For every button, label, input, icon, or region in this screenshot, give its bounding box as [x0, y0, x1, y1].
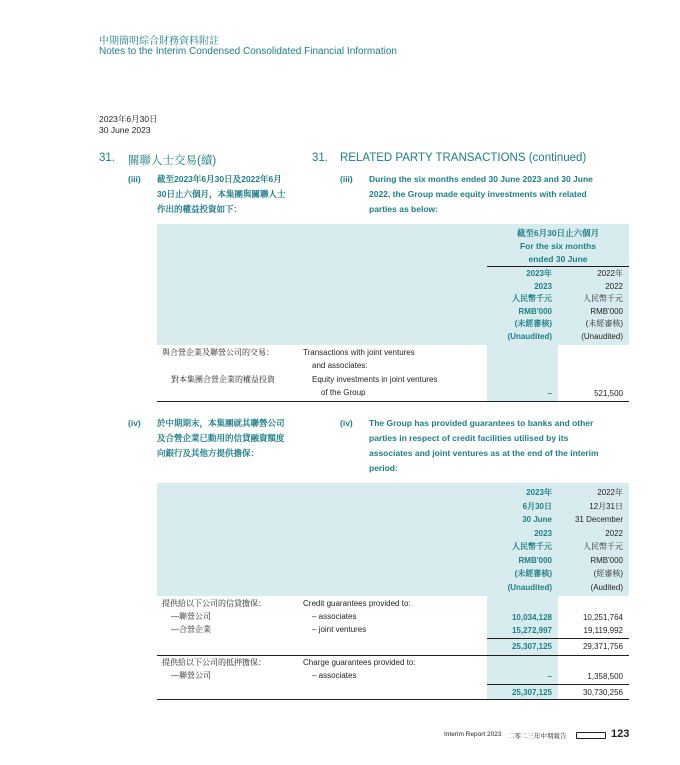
credit-row-label-en: – associates [312, 612, 357, 621]
part-iii-text-en [369, 172, 629, 217]
table-iii-period-header-en [487, 240, 629, 266]
text-line: 2022 [605, 281, 623, 291]
table-iii-value-2023: – [547, 389, 552, 398]
page-number: 123 [611, 728, 630, 740]
section-number-cn: 31. [99, 152, 115, 164]
text-line: 作出的權益投資如下： [157, 204, 243, 214]
table-iii-row-label-cn: 對本集團合營企業的權益投資 [171, 375, 275, 384]
text-line: 於中期期末，本集團就其聯營公司 [157, 418, 285, 428]
text-line: 2023 [534, 281, 552, 291]
credit-row-label-cn: —合營企業 [171, 625, 211, 634]
text-line: During the six months ended 30 June 2023 and 30 June [369, 174, 593, 184]
grand-total-2023: 25,307,125 [511, 688, 552, 697]
text-line: parties in respect of credit facilities utilised by its [369, 433, 569, 443]
text-line: 向銀行及其他方提供擔保： [157, 448, 260, 458]
text-line: 6月30日 [522, 501, 552, 511]
section-title-cn: 關聯人士交易(續) [128, 155, 217, 167]
text-line: (經審核) [593, 569, 623, 578]
text-line: RMB'000 [590, 306, 623, 316]
text-line: 及合營企業已動用的信貸融資額度 [157, 433, 285, 443]
text-line: 2022年 [597, 269, 623, 278]
date-cn: 2023年6月30日 [99, 114, 158, 124]
text-line: 30日止六個月，本集團與關聯人士 [157, 189, 286, 199]
text-line: ended 30 June [528, 254, 588, 264]
part-iii-label-cn: (iii) [128, 174, 141, 184]
text-line: (Unaudited) [581, 331, 623, 341]
text-line: (Unaudited) [507, 331, 552, 341]
text-line: Transactions with joint ventures [303, 348, 415, 357]
credit-heading-en: Credit guarantees provided to: [303, 599, 411, 608]
text-line: 31 December [574, 515, 623, 524]
charge-row-value-2022: 1,358,500 [587, 672, 623, 681]
table-iii-col-2023-header [487, 268, 552, 343]
table-iii-row-label-cn: 與合營企業及聯營公司的交易： [162, 348, 274, 357]
text-line: 30 June [522, 515, 552, 524]
credit-row-label-cn: —聯營公司 [171, 612, 211, 621]
table-iii-row-label-en [312, 374, 437, 399]
date-en: 30 June 2023 [99, 125, 151, 135]
charge-row-label-en: – associates [312, 671, 357, 680]
credit-row-label-en: – joint ventures [312, 625, 367, 634]
text-line: 人民幣千元 [512, 294, 552, 303]
table-iv-col-2022-header [558, 486, 623, 594]
text-line: 截至2023年6月30日及2022年6月 [157, 174, 282, 184]
part-iv-label-cn: (iv) [128, 418, 141, 428]
text-line: period: [369, 463, 398, 473]
text-line: 2023年 [526, 488, 552, 497]
header-title-cn: 中期簡明綜合財務資料附註 [99, 36, 219, 47]
footer-report-cn: 二零二三年中期報告 [508, 733, 567, 740]
charge-heading-en: Charge guarantees provided to: [303, 658, 416, 667]
text-line: 人民幣千元 [583, 294, 623, 303]
text-line: 2022, the Group made equity investments with related [369, 189, 587, 199]
table-iii-bottom-rule [157, 401, 629, 402]
text-line: 2022 [605, 528, 623, 538]
credit-subtotal-rule [487, 638, 629, 639]
credit-row-value-2023: 15,272,997 [511, 626, 552, 635]
text-line: (未經審核) [514, 319, 552, 328]
credit-total-2022: 29,371,756 [582, 642, 623, 651]
credit-row-value-2023: 10,034,128 [511, 613, 552, 622]
text-line: (Unaudited) [507, 582, 552, 592]
credit-row-value-2022: 10,251,764 [582, 613, 623, 622]
text-line: (未經審核) [514, 569, 552, 578]
text-line: The Group has provided guarantees to banks and other [369, 418, 594, 428]
table-iii-value-2022: 521,500 [594, 389, 623, 398]
header-title-en: Notes to the Interim Condensed Consolidated Financial Information [99, 46, 397, 57]
charge-row-label-cn: —聯營公司 [171, 671, 211, 680]
footer-report-en: Interim Report 2023 [444, 731, 502, 738]
text-line: 2023 [534, 528, 552, 538]
credit-row-value-2022: 19,119,992 [583, 626, 623, 635]
table-iii-row-label-en [303, 347, 415, 372]
part-iv-text-en [369, 416, 629, 476]
text-line: 2023年 [526, 269, 552, 278]
part-iv-label-en: (iv) [340, 418, 353, 428]
text-line: 12月31日 [589, 501, 623, 511]
grand-total-rule [487, 684, 629, 685]
divider [487, 266, 629, 267]
text-line: 人民幣千元 [512, 542, 552, 551]
table-iv-bottom-rule [157, 699, 629, 700]
text-line: RMB'000 [518, 555, 552, 565]
text-line: associates and joint ventures as at the end of the interim [369, 448, 599, 458]
text-line: parties as below: [369, 204, 438, 214]
credit-total-2023: 25,307,125 [511, 642, 552, 651]
part-iii-text-cn [157, 172, 297, 217]
text-line: RMB'000 [518, 306, 552, 316]
text-line: and associates: [312, 360, 368, 370]
charge-row-value-2023: – [547, 672, 552, 681]
section-number-en: 31. [312, 152, 328, 164]
text-line: 人民幣千元 [583, 542, 623, 551]
divider [157, 655, 629, 656]
credit-heading-cn: 提供給以下公司的信貸擔保： [162, 599, 266, 608]
table-iii-period-header-cn: 截至6月30日止六個月 [516, 228, 600, 238]
section-title-en: RELATED PARTY TRANSACTIONS (continued) [340, 152, 587, 164]
charge-heading-cn: 提供給以下公司的抵押擔保： [162, 658, 266, 667]
part-iv-text-cn [157, 416, 297, 461]
text-line: Equity investments in joint ventures [312, 375, 438, 384]
table-iii-col-2022-header [558, 268, 623, 343]
text-line: (Audited) [590, 582, 623, 592]
text-line: RMB'000 [590, 555, 623, 565]
text-line: of the Group [321, 387, 366, 397]
text-line: 2022年 [597, 488, 623, 497]
grand-total-2022: 30,730,256 [582, 688, 623, 697]
footer-bar [576, 732, 606, 739]
table-iv-col-2023-header [487, 486, 552, 594]
text-line: For the six months [519, 241, 597, 251]
part-iii-label-en: (iii) [340, 174, 353, 184]
text-line: (未經審核) [585, 319, 623, 328]
